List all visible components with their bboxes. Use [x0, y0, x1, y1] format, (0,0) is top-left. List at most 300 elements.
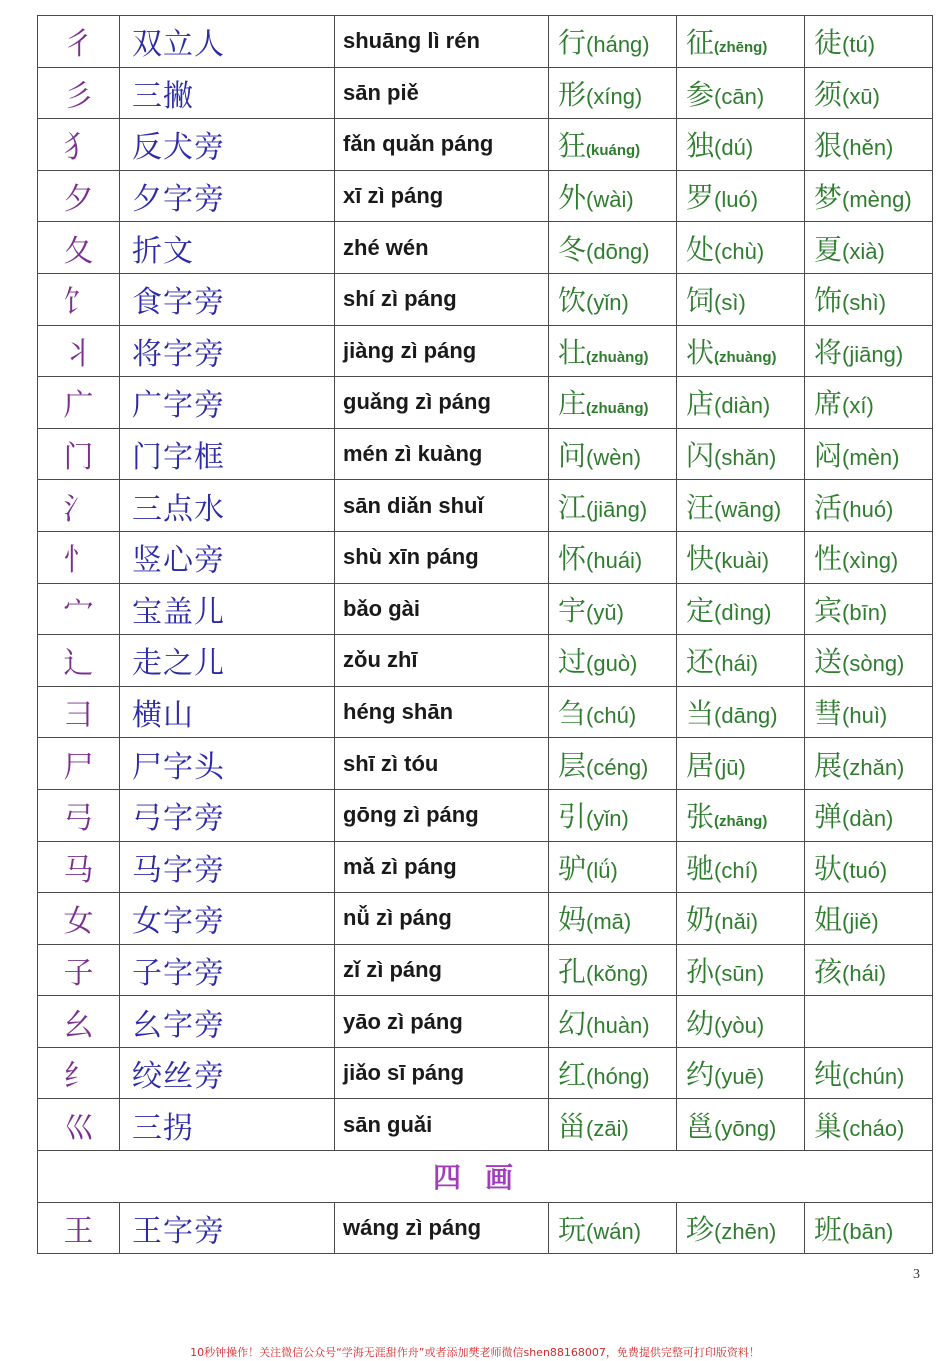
radical-cell: 忄: [38, 531, 120, 583]
table-row: [38, 170, 933, 222]
table-row: [38, 1047, 933, 1099]
example-pinyin: (chù): [714, 238, 765, 264]
example-pinyin: (yǐn): [586, 290, 629, 316]
example-cell: [677, 377, 805, 429]
example-char: 孙: [686, 954, 715, 988]
example-cell: [677, 635, 805, 687]
example-cell: [549, 170, 677, 222]
example-pinyin: (zhēng): [714, 39, 768, 57]
pinyin-cell: jiàng zì páng: [335, 325, 549, 377]
example-char: 须: [814, 77, 843, 111]
radical-name-cell: 弓字旁: [120, 789, 335, 841]
example-char: 性: [814, 542, 843, 576]
example-pinyin: (shǎn): [714, 445, 777, 471]
example-pinyin: (sì): [714, 290, 746, 316]
table-row: [38, 428, 933, 480]
radical-cell: 马: [38, 841, 120, 893]
example-char: 红: [558, 1058, 587, 1092]
example-cell: [805, 222, 933, 274]
radical-cell: 夕: [38, 170, 120, 222]
example-cell: [549, 16, 677, 68]
example-pinyin: (wèn): [586, 445, 642, 471]
table-row: [38, 686, 933, 738]
example-cell: [677, 1047, 805, 1099]
example-pinyin: (yōng): [714, 1115, 777, 1141]
example-cell: [549, 996, 677, 1048]
radical-cell: 辶: [38, 635, 120, 687]
example-cell: [677, 222, 805, 274]
example-cell: [805, 583, 933, 635]
radical-cell: 尸: [38, 738, 120, 790]
example-cell: [549, 67, 677, 119]
example-cell: [677, 325, 805, 377]
example-pinyin: (bān): [842, 1218, 894, 1244]
table-row: [38, 531, 933, 583]
table-row: [38, 841, 933, 893]
example-char: 玩: [558, 1212, 587, 1246]
example-cell: [549, 1047, 677, 1099]
example-cell: [549, 531, 677, 583]
table-row: [38, 16, 933, 68]
example-cell: [549, 1099, 677, 1151]
example-pinyin: (zhuàng): [714, 348, 777, 366]
radical-cell: 饣: [38, 273, 120, 325]
example-char: 班: [814, 1212, 843, 1246]
example-cell: [549, 222, 677, 274]
radical-name-cell: 折文: [120, 222, 335, 274]
example-char: 处: [686, 232, 715, 266]
example-char: 状: [686, 335, 715, 369]
example-pinyin: (huàn): [586, 1012, 650, 1038]
pinyin-cell: wáng zì páng: [335, 1202, 549, 1254]
example-cell: [805, 635, 933, 687]
table-row: [38, 1099, 933, 1151]
example-pinyin: (hóng): [586, 1064, 650, 1090]
example-char: 甾: [558, 1109, 587, 1143]
radical-name-cell: 夕字旁: [120, 170, 335, 222]
example-char: 当: [686, 697, 715, 731]
radical-cell: 子: [38, 944, 120, 996]
example-char: 展: [814, 748, 843, 782]
example-pinyin: (diàn): [714, 393, 771, 419]
example-cell: [677, 531, 805, 583]
example-pinyin: (yuē): [714, 1064, 765, 1090]
pinyin-cell: jiǎo sī páng: [335, 1047, 549, 1099]
table-row: [38, 480, 933, 532]
example-char: 弹: [814, 800, 843, 834]
example-cell: [805, 1047, 933, 1099]
example-char: 宾: [814, 593, 843, 627]
radical-name-cell: 食字旁: [120, 273, 335, 325]
radical-cell: 女: [38, 893, 120, 945]
radical-cell: 犭: [38, 119, 120, 171]
example-pinyin: (nǎi): [714, 909, 759, 935]
example-char: 行: [558, 26, 587, 60]
example-pinyin: (jiāng): [842, 341, 904, 367]
example-pinyin: (dú): [714, 135, 754, 161]
example-char: 独: [686, 129, 715, 163]
table-row: [38, 222, 933, 274]
example-cell: [549, 583, 677, 635]
table-row: [38, 738, 933, 790]
example-pinyin: (mèng): [842, 187, 912, 213]
example-pinyin: (shì): [842, 290, 887, 316]
radical-cell: 巛: [38, 1099, 120, 1151]
example-pinyin: (céng): [586, 754, 649, 780]
example-cell: [677, 893, 805, 945]
example-pinyin: (dāng): [714, 703, 778, 729]
example-pinyin: (dōng): [586, 238, 650, 264]
example-cell: [805, 67, 933, 119]
radical-cell: 王: [38, 1202, 120, 1254]
example-cell: [805, 531, 933, 583]
example-char: 庄: [558, 387, 587, 421]
radical-cell: 弓: [38, 789, 120, 841]
radical-name-cell: 女字旁: [120, 893, 335, 945]
example-cell: [805, 16, 933, 68]
example-char: 饲: [686, 284, 715, 318]
example-cell: [805, 738, 933, 790]
example-char: 狂: [558, 129, 587, 163]
radical-name-cell: 幺字旁: [120, 996, 335, 1048]
example-pinyin: (mèn): [842, 445, 900, 471]
example-cell: [805, 377, 933, 429]
radical-name-cell: 走之儿: [120, 635, 335, 687]
example-cell: [677, 841, 805, 893]
example-char: 居: [686, 748, 715, 782]
example-cell: [677, 789, 805, 841]
example-cell: [677, 67, 805, 119]
example-cell: [677, 738, 805, 790]
example-cell: [677, 428, 805, 480]
example-cell: [549, 893, 677, 945]
radical-cell: 氵: [38, 480, 120, 532]
example-pinyin: (cháo): [842, 1115, 905, 1141]
example-char: 闪: [686, 439, 715, 473]
example-cell: [549, 1202, 677, 1254]
example-pinyin: (wāng): [714, 496, 782, 522]
example-pinyin: (lǘ): [586, 857, 618, 883]
example-pinyin: (tú): [842, 32, 876, 58]
example-char: 快: [686, 542, 715, 576]
example-pinyin: (xià): [842, 238, 885, 264]
example-pinyin: (hái): [714, 651, 759, 677]
example-char: 闷: [814, 439, 843, 473]
pinyin-cell: shuāng lì rén: [335, 16, 549, 68]
example-pinyin: (sòng): [842, 651, 905, 677]
pinyin-cell: shù xīn páng: [335, 531, 549, 583]
example-char: 席: [814, 387, 843, 421]
example-cell: [805, 325, 933, 377]
radical-cell: 彳: [38, 16, 120, 68]
radical-name-cell: 反犬旁: [120, 119, 335, 171]
radical-name-cell: 三拐: [120, 1099, 335, 1151]
example-char: 幻: [558, 1006, 587, 1040]
example-cell: [805, 170, 933, 222]
example-cell: [549, 789, 677, 841]
example-pinyin: (guò): [586, 651, 638, 677]
example-cell: [805, 428, 933, 480]
footer-note: 10秒钟操作！关注微信公众号“学海无涯甜作舟”或者添加樊老师微信shen88168007，免费提供完整可打印版资料！: [190, 1346, 760, 1359]
example-pinyin: (bīn): [842, 599, 888, 625]
example-char: 层: [558, 748, 587, 782]
example-cell: [677, 944, 805, 996]
example-cell: [549, 428, 677, 480]
radical-name-cell: 横山: [120, 686, 335, 738]
example-cell: [805, 841, 933, 893]
example-char: 汪: [686, 490, 715, 524]
example-pinyin: (wài): [586, 187, 634, 213]
example-pinyin: (yǐn): [586, 806, 629, 832]
pinyin-cell: shī zì tóu: [335, 738, 549, 790]
radical-cell: 彐: [38, 686, 120, 738]
radical-cell: 宀: [38, 583, 120, 635]
pinyin-cell: zǐ zì páng: [335, 944, 549, 996]
example-cell: [549, 377, 677, 429]
radicals-table-body-4-strokes: [38, 1202, 933, 1254]
example-pinyin: (yǔ): [586, 599, 624, 625]
example-cell: [549, 119, 677, 171]
example-pinyin: (jiāng): [586, 496, 648, 522]
example-char: 将: [814, 335, 843, 369]
pinyin-cell: sān piě: [335, 67, 549, 119]
radical-name-cell: 宝盖儿: [120, 583, 335, 635]
example-cell: [677, 1099, 805, 1151]
example-pinyin: (huì): [842, 703, 888, 729]
example-pinyin: (chí): [714, 857, 759, 883]
example-pinyin: (xū): [842, 83, 880, 109]
radical-name-cell: 将字旁: [120, 325, 335, 377]
pinyin-cell: zǒu zhī: [335, 635, 549, 687]
table-row: [38, 789, 933, 841]
example-cell: [805, 1202, 933, 1254]
example-char: 奶: [686, 903, 715, 937]
example-cell: [805, 1099, 933, 1151]
radical-name-cell: 绞丝旁: [120, 1047, 335, 1099]
radical-cell: 幺: [38, 996, 120, 1048]
example-char: 约: [686, 1058, 715, 1092]
example-pinyin: (yòu): [714, 1012, 765, 1038]
example-char: 活: [814, 490, 843, 524]
pinyin-cell: sān guǎi: [335, 1099, 549, 1151]
example-char: 罗: [686, 181, 715, 215]
pinyin-cell: zhé wén: [335, 222, 549, 274]
example-pinyin: (háng): [586, 32, 650, 58]
example-pinyin: (huó): [842, 496, 894, 522]
example-char: 彗: [814, 697, 843, 731]
table-row: [38, 67, 933, 119]
example-char: 驴: [558, 851, 587, 885]
pinyin-cell: mǎ zì páng: [335, 841, 549, 893]
example-char: 过: [558, 645, 587, 679]
example-pinyin: (jū): [714, 754, 746, 780]
example-cell: [677, 996, 805, 1048]
example-char: 形: [558, 77, 587, 111]
radical-name-cell: 王字旁: [120, 1202, 335, 1254]
example-pinyin: (zhāng): [714, 813, 768, 831]
example-pinyin: (xí): [842, 393, 874, 419]
example-cell: [549, 944, 677, 996]
radical-name-cell: 尸字头: [120, 738, 335, 790]
example-char: 参: [686, 77, 715, 111]
example-char: 刍: [558, 697, 587, 731]
example-cell: [677, 583, 805, 635]
example-char: 饮: [558, 284, 587, 318]
example-char: 狠: [814, 129, 843, 163]
example-cell: [805, 273, 933, 325]
table-row: [38, 996, 933, 1048]
example-cell: [677, 119, 805, 171]
example-char: 夏: [814, 232, 843, 266]
example-pinyin: (dàn): [842, 806, 894, 832]
example-pinyin: (luó): [714, 187, 759, 213]
example-char: 定: [686, 593, 715, 627]
example-cell: [549, 738, 677, 790]
example-pinyin: (jiě): [842, 909, 879, 935]
pinyin-cell: fǎn quǎn páng: [335, 119, 549, 171]
example-cell: [805, 789, 933, 841]
table-row: [38, 944, 933, 996]
page-number: 3: [913, 1267, 920, 1282]
table-row: [38, 893, 933, 945]
example-char: 驮: [814, 851, 843, 885]
pinyin-cell: xī zì páng: [335, 170, 549, 222]
example-char: 宇: [558, 593, 587, 627]
example-pinyin: (huái): [586, 548, 643, 574]
example-cell: [677, 170, 805, 222]
pinyin-cell: shí zì páng: [335, 273, 549, 325]
pinyin-cell: gōng zì páng: [335, 789, 549, 841]
example-char: 巢: [814, 1109, 843, 1143]
example-cell: [549, 480, 677, 532]
example-cell: [549, 325, 677, 377]
radical-name-cell: 子字旁: [120, 944, 335, 996]
example-pinyin: (tuó): [842, 857, 888, 883]
example-pinyin: (dìng): [714, 599, 772, 625]
example-cell: [805, 119, 933, 171]
pinyin-cell: mén zì kuàng: [335, 428, 549, 480]
example-char: 纯: [814, 1058, 843, 1092]
table-row: [38, 635, 933, 687]
example-pinyin: (sūn): [714, 960, 765, 986]
example-cell: [805, 480, 933, 532]
example-char: 江: [558, 490, 587, 524]
example-pinyin: (zāi): [586, 1115, 629, 1141]
example-char: 送: [814, 645, 843, 679]
example-char: 问: [558, 439, 587, 473]
example-cell: [549, 273, 677, 325]
example-pinyin: (zhuàng): [586, 348, 649, 366]
section-title: 四画: [38, 1151, 933, 1203]
example-char: 外: [558, 181, 587, 215]
example-cell: [549, 686, 677, 738]
pinyin-cell: bǎo gài: [335, 583, 549, 635]
example-char: 梦: [814, 181, 843, 215]
radical-name-cell: 双立人: [120, 16, 335, 68]
table-row: [38, 583, 933, 635]
radical-name-cell: 三撇: [120, 67, 335, 119]
table-row: [38, 377, 933, 429]
example-cell: [805, 944, 933, 996]
example-char: 怀: [558, 542, 587, 576]
radical-cell: 丬: [38, 325, 120, 377]
example-char: 壮: [558, 335, 587, 369]
radicals-table: [37, 15, 933, 1254]
pinyin-cell: yāo zì páng: [335, 996, 549, 1048]
example-cell: [677, 16, 805, 68]
example-cell: [677, 480, 805, 532]
example-char: 张: [686, 800, 715, 834]
radicals-table-body: [38, 16, 933, 1151]
pinyin-cell: guǎng zì páng: [335, 377, 549, 429]
example-char: 孩: [814, 954, 843, 988]
radical-cell: 广: [38, 377, 120, 429]
example-char: 珍: [686, 1212, 715, 1246]
example-char: 征: [686, 26, 715, 60]
example-pinyin: (kuáng): [586, 142, 641, 160]
radical-cell: 纟: [38, 1047, 120, 1099]
example-pinyin: (zhuāng): [586, 400, 649, 418]
radical-name-cell: 三点水: [120, 480, 335, 532]
example-pinyin: (mā): [586, 909, 632, 935]
table-row: [38, 119, 933, 171]
example-pinyin: (wán): [586, 1218, 642, 1244]
example-char: 孔: [558, 954, 587, 988]
example-cell: [805, 996, 933, 1048]
pinyin-cell: nǚ zì páng: [335, 893, 549, 945]
example-pinyin: (hái): [842, 960, 887, 986]
example-cell: [549, 635, 677, 687]
example-cell: [549, 841, 677, 893]
radical-name-cell: 门字框: [120, 428, 335, 480]
example-char: 驰: [686, 851, 715, 885]
example-char: 饰: [814, 284, 843, 318]
example-char: 邕: [686, 1109, 715, 1143]
example-char: 店: [686, 387, 715, 421]
example-pinyin: (zhēn): [714, 1218, 777, 1244]
radical-name-cell: 马字旁: [120, 841, 335, 893]
pinyin-cell: héng shān: [335, 686, 549, 738]
example-cell: [805, 893, 933, 945]
example-pinyin: (kǒng): [586, 960, 649, 986]
section-header: [38, 1151, 933, 1203]
example-pinyin: (hěn): [842, 135, 894, 161]
example-pinyin: (xíng): [586, 83, 643, 109]
radical-cell: 彡: [38, 67, 120, 119]
example-pinyin: (xìng): [842, 548, 899, 574]
example-char: 冬: [558, 232, 587, 266]
example-cell: [677, 686, 805, 738]
table-row: [38, 325, 933, 377]
radical-name-cell: 广字旁: [120, 377, 335, 429]
example-char: 引: [558, 800, 587, 834]
radical-cell: 门: [38, 428, 120, 480]
example-pinyin: (chú): [586, 703, 637, 729]
example-pinyin: (kuài): [714, 548, 770, 574]
example-char: 妈: [558, 903, 587, 937]
example-cell: [677, 273, 805, 325]
radical-name-cell: 竖心旁: [120, 531, 335, 583]
example-char: 还: [686, 645, 715, 679]
example-cell: [677, 1202, 805, 1254]
example-char: 姐: [814, 903, 843, 937]
example-pinyin: (cān): [714, 83, 765, 109]
example-pinyin: (zhǎn): [842, 754, 905, 780]
example-char: 幼: [686, 1006, 715, 1040]
table-row: [38, 1202, 933, 1254]
pinyin-cell: sān diǎn shuǐ: [335, 480, 549, 532]
example-cell: [805, 686, 933, 738]
